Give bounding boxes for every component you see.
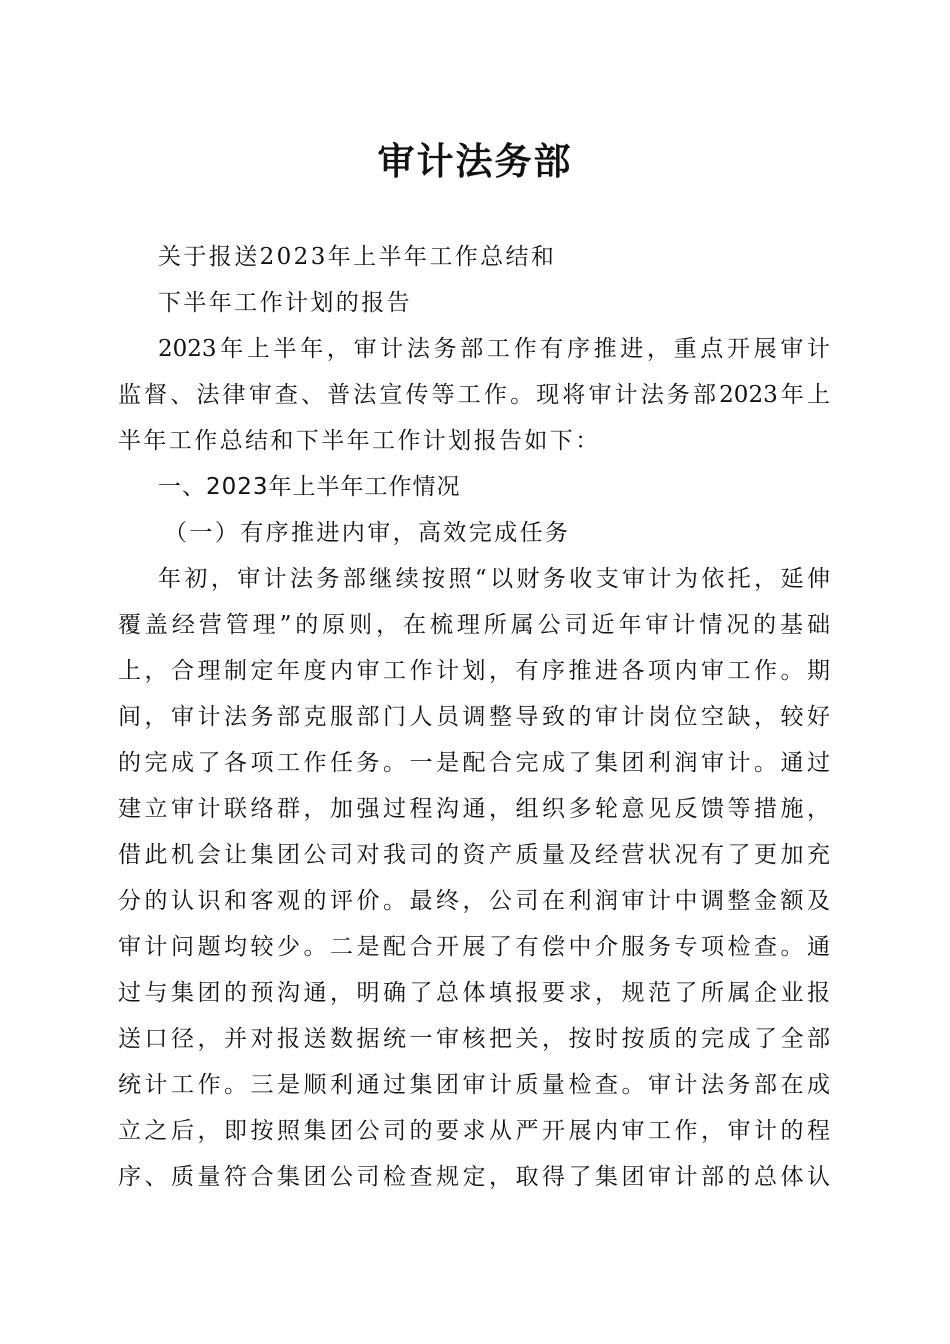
paragraph-line: 审计问题均较少。二是配合开展了有偿中介服务专项检查。通: [118, 934, 830, 960]
document-title: 审计法务部: [377, 139, 573, 183]
paragraph-line: 的完成了各项工作任务。一是配合完成了集团利润审计。通过: [118, 750, 830, 776]
paragraph-line: 覆盖经营管理”的原则，在梳理所属公司近年审计情况的基础: [118, 612, 830, 638]
paragraph-line: 上，合理制定年度内审工作计划，有序推进各项内审工作。期: [118, 658, 830, 684]
document-body: [118, 234, 830, 1200]
paragraph-line: 统计工作。三是顺利通过集团审计质量检查。审计法务部在成: [118, 1072, 830, 1098]
paragraph-line: 建立审计联络群，加强过程沟通，组织多轮意见反馈等措施，: [118, 796, 830, 822]
paragraph-line: 送口径，并对报送数据统一审核把关，按时按质的完成了全部: [118, 1026, 830, 1052]
paragraph-line: 序、质量符合集团公司检查规定，取得了集团审计部的总体认: [118, 1164, 830, 1190]
paragraph-line: 间，审计法务部克服部门人员调整导致的审计岗位空缺，较好: [118, 704, 830, 730]
paragraph-line: 过与集团的预沟通，明确了总体填报要求，规范了所属企业报: [118, 980, 830, 1006]
paragraph-line: 立之后，即按照集团公司的要求从严开展内审工作，审计的程: [118, 1118, 830, 1144]
paragraph-line: 分的认识和客观的评价。最终，公司在利润审计中调整金额及: [118, 888, 830, 914]
intro-line: 2023年上半年，审计法务部工作有序推进，重点开展审计: [158, 336, 830, 362]
paragraph-line: 年初，审计法务部继续按照“以财务收支审计为依托，延伸: [158, 566, 830, 592]
subsection-heading: （一）有序推进内审，高效完成任务: [164, 520, 571, 546]
intro-line: 半年工作总结和下半年工作计划报告如下：: [118, 428, 601, 454]
section-heading: 一、2023年上半年工作情况: [158, 474, 461, 500]
subject-line: 关于报送2023年上半年工作总结和: [158, 244, 557, 270]
intro-line: 监督、法律审查、普法宣传等工作。现将审计法务部2023年上: [118, 382, 830, 408]
paragraph-line: 借此机会让集团公司对我司的资产质量及经营状况有了更加充: [118, 842, 830, 868]
subject-line: 下半年工作计划的报告: [158, 290, 412, 316]
